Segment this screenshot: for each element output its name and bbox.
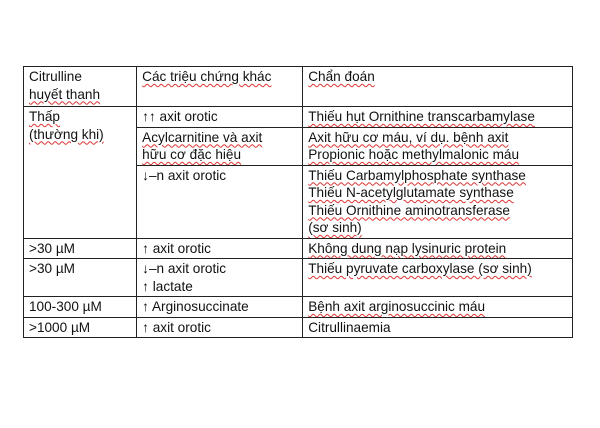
cell-text: Citrullinaemia bbox=[308, 319, 391, 335]
cell-text: Axit hữu cơ máu, ví dụ. bệnh axit bbox=[308, 129, 509, 145]
cell-diagnosis bbox=[303, 297, 573, 318]
cell-text: hữu cơ đặc hiệu bbox=[142, 147, 242, 162]
cell-text: Bệnh axit arginosuccinic máu bbox=[308, 299, 486, 314]
table-header-row bbox=[24, 67, 573, 107]
cell-diagnosis bbox=[303, 107, 573, 128]
header-serum-citrulline bbox=[24, 67, 137, 107]
cell-symptoms bbox=[137, 297, 303, 318]
cell-text: ↓–n axit orotic bbox=[142, 167, 227, 183]
cell-text: Thiếu hụt Ornithine transcarbamylase bbox=[308, 109, 535, 124]
header-text: Các triệu chứng khác bbox=[142, 69, 272, 84]
table-row bbox=[24, 259, 573, 297]
cell-diagnosis bbox=[303, 238, 573, 259]
cell-text: >30 µM bbox=[29, 261, 75, 276]
cell-citrulline bbox=[24, 107, 137, 239]
table-row bbox=[24, 317, 573, 338]
cell-diagnosis bbox=[303, 259, 573, 297]
cell-text: Thiếu Ornithine aminotransferase bbox=[308, 202, 510, 218]
cell-text: >1000 µM bbox=[29, 319, 91, 335]
cell-diagnosis bbox=[303, 165, 573, 238]
cell-symptoms bbox=[137, 165, 303, 238]
cell-text: Không dung nạp lysinuric protein bbox=[308, 240, 507, 256]
cell-symptoms bbox=[137, 259, 303, 297]
header-diagnosis bbox=[303, 67, 573, 107]
cell-citrulline bbox=[24, 317, 137, 338]
cell-text: ↓–n axit orotic bbox=[142, 261, 227, 276]
cell-text: ↑ axit orotic bbox=[142, 319, 211, 335]
header-other-symptoms bbox=[137, 67, 303, 107]
table-row bbox=[24, 107, 573, 128]
cell-diagnosis bbox=[303, 317, 573, 338]
cell-text: Thiếu N-acetylglutamate synthase bbox=[308, 185, 514, 200]
cell-symptoms bbox=[137, 127, 303, 165]
cell-text: Propionic hoặc methylmalonic máu bbox=[308, 147, 520, 162]
cell-text: Thiếu Carbamylphosphate synthase bbox=[308, 167, 526, 183]
cell-citrulline bbox=[24, 259, 137, 297]
cell-text: Thấp bbox=[29, 109, 60, 124]
cell-text: ↑↑ axit orotic bbox=[142, 109, 218, 124]
header-text: Chẩn đoán bbox=[308, 69, 375, 84]
cell-text: Thiếu pyruvate carboxylase (sơ sinh) bbox=[308, 261, 532, 276]
cell-symptoms bbox=[137, 107, 303, 128]
table-row bbox=[24, 297, 573, 318]
cell-symptoms bbox=[137, 317, 303, 338]
cell-text: Acylcarnitine và axit bbox=[142, 129, 263, 145]
diagnosis-table bbox=[23, 66, 573, 338]
cell-text: ↑ axit orotic bbox=[142, 240, 211, 256]
header-text: huyết thanh bbox=[29, 86, 101, 102]
cell-text: ↑ Arginosuccinate bbox=[142, 299, 249, 314]
cell-text: (thường khi) bbox=[29, 126, 104, 142]
cell-text: (sơ sinh) bbox=[308, 220, 362, 235]
cell-text: ↑ lactate bbox=[142, 278, 193, 294]
cell-text: >30 µM bbox=[29, 240, 75, 256]
cell-symptoms bbox=[137, 238, 303, 259]
cell-citrulline bbox=[24, 238, 137, 259]
header-text: Citrulline bbox=[29, 69, 82, 84]
cell-citrulline bbox=[24, 297, 137, 318]
cell-text: 100-300 µM bbox=[29, 299, 102, 314]
table-row bbox=[24, 238, 573, 259]
cell-diagnosis bbox=[303, 127, 573, 165]
